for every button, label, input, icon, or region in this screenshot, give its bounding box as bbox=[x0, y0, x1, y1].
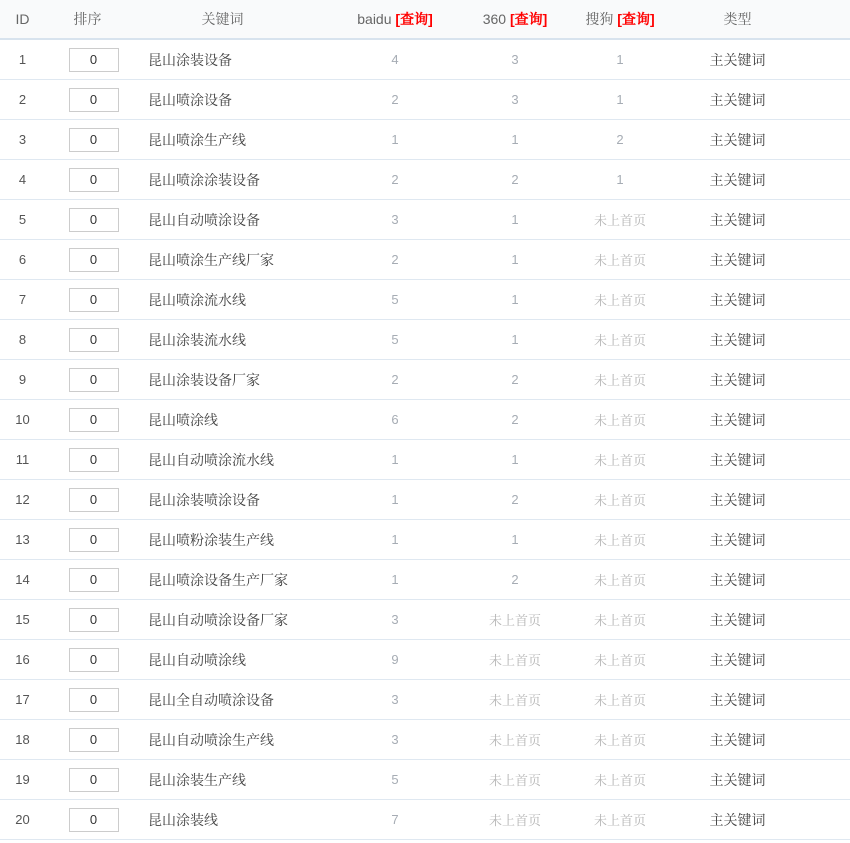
baidu-rank: 5 bbox=[391, 292, 399, 307]
sort-order-input[interactable] bbox=[69, 768, 119, 792]
sort-cell bbox=[45, 48, 130, 72]
col-header-sort: 排序 bbox=[73, 11, 102, 27]
table-row bbox=[0, 320, 850, 360]
row-id: 15 bbox=[15, 612, 30, 627]
type-cell: 主关键词 bbox=[709, 651, 766, 668]
keyword-cell: 昆山涂装设备 bbox=[148, 51, 232, 68]
table-row bbox=[0, 240, 850, 280]
table-row bbox=[0, 200, 850, 240]
rank-360: 未上首页 bbox=[488, 773, 541, 788]
sogou-rank: 未上首页 bbox=[593, 773, 646, 788]
table-row bbox=[0, 280, 850, 320]
table-row bbox=[0, 560, 850, 600]
keyword-cell: 昆山自动喷涂流水线 bbox=[148, 451, 274, 468]
baidu-rank: 2 bbox=[391, 92, 399, 107]
keyword-cell: 昆山涂装设备厂家 bbox=[148, 371, 260, 388]
row-id: 6 bbox=[18, 252, 27, 267]
table-header-row bbox=[0, 0, 850, 40]
sort-order-input[interactable] bbox=[69, 528, 119, 552]
table-row bbox=[0, 800, 850, 840]
baidu-query-link[interactable]: [查询] bbox=[395, 11, 433, 27]
table-body bbox=[0, 40, 850, 840]
baidu-rank: 5 bbox=[391, 332, 399, 347]
rank-360: 2 bbox=[511, 412, 519, 427]
sort-cell bbox=[45, 128, 130, 152]
baidu-rank: 5 bbox=[391, 772, 399, 787]
col-header-baidu bbox=[315, 9, 475, 29]
rank-360: 2 bbox=[511, 172, 519, 187]
sort-cell bbox=[45, 328, 130, 352]
type-cell: 主关键词 bbox=[709, 251, 766, 268]
keyword-cell: 昆山喷涂涂装设备 bbox=[148, 171, 260, 188]
rank-360: 2 bbox=[511, 572, 519, 587]
col-header-sogou bbox=[555, 9, 685, 29]
keyword-cell: 昆山自动喷涂线 bbox=[148, 651, 246, 668]
keyword-cell: 昆山涂装线 bbox=[148, 811, 218, 828]
sogou-rank: 未上首页 bbox=[593, 373, 646, 388]
table-row bbox=[0, 760, 850, 800]
col-header-360 bbox=[475, 9, 555, 29]
row-id: 20 bbox=[15, 812, 30, 827]
sort-order-input[interactable] bbox=[69, 808, 119, 832]
row-id: 17 bbox=[15, 692, 30, 707]
type-cell: 主关键词 bbox=[709, 611, 766, 628]
sort-cell bbox=[45, 168, 130, 192]
type-cell: 主关键词 bbox=[709, 691, 766, 708]
rank-360: 1 bbox=[511, 292, 519, 307]
360-query-link[interactable]: [查询] bbox=[509, 11, 548, 27]
baidu-rank: 1 bbox=[391, 132, 399, 147]
sort-order-input[interactable] bbox=[69, 408, 119, 432]
rank-360: 1 bbox=[511, 332, 519, 347]
sort-cell bbox=[45, 608, 130, 632]
sort-order-input[interactable] bbox=[69, 648, 119, 672]
baidu-rank: 1 bbox=[391, 452, 399, 467]
sort-cell bbox=[45, 288, 130, 312]
baidu-rank: 7 bbox=[391, 812, 399, 827]
rank-360: 1 bbox=[511, 532, 519, 547]
sort-cell bbox=[45, 368, 130, 392]
table-row bbox=[0, 120, 850, 160]
sort-cell bbox=[45, 808, 130, 832]
sogou-rank: 未上首页 bbox=[593, 493, 646, 508]
sogou-rank: 未上首页 bbox=[593, 213, 646, 228]
type-cell: 主关键词 bbox=[709, 811, 766, 828]
row-id: 7 bbox=[18, 292, 27, 307]
sort-cell bbox=[45, 568, 130, 592]
row-id: 9 bbox=[18, 372, 27, 387]
sort-order-input[interactable] bbox=[69, 48, 119, 72]
sogou-rank: 未上首页 bbox=[593, 573, 646, 588]
sogou-rank: 未上首页 bbox=[593, 653, 646, 668]
sogou-rank: 未上首页 bbox=[593, 253, 646, 268]
table-row bbox=[0, 440, 850, 480]
type-cell: 主关键词 bbox=[709, 291, 766, 308]
table-row bbox=[0, 360, 850, 400]
row-id: 18 bbox=[15, 732, 30, 747]
row-id: 14 bbox=[15, 572, 30, 587]
rank-360: 未上首页 bbox=[488, 613, 541, 628]
sogou-rank: 未上首页 bbox=[593, 813, 646, 828]
baidu-rank: 3 bbox=[391, 692, 399, 707]
keyword-cell: 昆山喷涂流水线 bbox=[148, 291, 246, 308]
sort-cell bbox=[45, 488, 130, 512]
rank-360: 未上首页 bbox=[488, 693, 541, 708]
baidu-label: baidu bbox=[357, 11, 392, 27]
table-row bbox=[0, 680, 850, 720]
row-id: 10 bbox=[15, 412, 30, 427]
type-cell: 主关键词 bbox=[709, 411, 766, 428]
rank-360: 1 bbox=[511, 132, 519, 147]
sort-order-input[interactable] bbox=[69, 208, 119, 232]
keyword-cell: 昆山自动喷涂设备厂家 bbox=[148, 611, 288, 628]
table-row bbox=[0, 480, 850, 520]
sort-order-input[interactable] bbox=[69, 88, 119, 112]
sort-cell bbox=[45, 88, 130, 112]
sort-order-input[interactable] bbox=[69, 488, 119, 512]
type-cell: 主关键词 bbox=[709, 491, 766, 508]
keyword-cell: 昆山涂装生产线 bbox=[148, 771, 246, 788]
sort-order-input[interactable] bbox=[69, 328, 119, 352]
row-id: 8 bbox=[18, 332, 27, 347]
keyword-cell: 昆山涂装流水线 bbox=[148, 331, 246, 348]
rank-360: 未上首页 bbox=[488, 653, 541, 668]
type-cell: 主关键词 bbox=[709, 51, 766, 68]
type-cell: 主关键词 bbox=[709, 171, 766, 188]
keyword-cell: 昆山全自动喷涂设备 bbox=[148, 691, 274, 708]
keyword-cell: 昆山自动喷涂生产线 bbox=[148, 731, 274, 748]
sogou-rank: 未上首页 bbox=[593, 613, 646, 628]
sogou-rank: 未上首页 bbox=[593, 293, 646, 308]
baidu-rank: 9 bbox=[391, 652, 399, 667]
baidu-rank: 2 bbox=[391, 372, 399, 387]
sogou-rank: 未上首页 bbox=[593, 413, 646, 428]
baidu-rank: 3 bbox=[391, 612, 399, 627]
baidu-rank: 3 bbox=[391, 212, 399, 227]
rank-360: 1 bbox=[511, 252, 519, 267]
sort-order-input[interactable] bbox=[69, 128, 119, 152]
baidu-rank: 1 bbox=[391, 532, 399, 547]
type-cell: 主关键词 bbox=[709, 331, 766, 348]
rank-360: 1 bbox=[511, 452, 519, 467]
type-cell: 主关键词 bbox=[709, 731, 766, 748]
keyword-cell: 昆山喷涂生产线厂家 bbox=[148, 251, 274, 268]
sort-cell bbox=[45, 728, 130, 752]
baidu-rank: 6 bbox=[391, 412, 399, 427]
sort-cell bbox=[45, 448, 130, 472]
sogou-rank: 2 bbox=[616, 132, 624, 147]
row-id: 16 bbox=[15, 652, 30, 667]
rank-360: 3 bbox=[511, 52, 519, 67]
sort-order-input[interactable] bbox=[69, 448, 119, 472]
type-cell: 主关键词 bbox=[709, 571, 766, 588]
col-header-id: ID bbox=[15, 11, 30, 27]
row-id: 13 bbox=[15, 532, 30, 547]
rank-360: 2 bbox=[511, 492, 519, 507]
sogou-rank: 1 bbox=[616, 172, 624, 187]
sort-cell bbox=[45, 208, 130, 232]
table-row bbox=[0, 80, 850, 120]
type-cell: 主关键词 bbox=[709, 451, 766, 468]
baidu-rank: 1 bbox=[391, 492, 399, 507]
baidu-rank: 4 bbox=[391, 52, 399, 67]
sort-cell bbox=[45, 688, 130, 712]
sort-cell bbox=[45, 768, 130, 792]
type-cell: 主关键词 bbox=[709, 531, 766, 548]
rank-360: 3 bbox=[511, 92, 519, 107]
rank-360: 1 bbox=[511, 212, 519, 227]
table-row bbox=[0, 400, 850, 440]
keyword-cell: 昆山自动喷涂设备 bbox=[148, 211, 260, 228]
row-id: 2 bbox=[18, 92, 27, 107]
rank-360: 2 bbox=[511, 372, 519, 387]
table-row bbox=[0, 40, 850, 80]
sogou-rank: 未上首页 bbox=[593, 333, 646, 348]
table-row bbox=[0, 600, 850, 640]
keyword-cell: 昆山喷粉涂装生产线 bbox=[148, 531, 274, 548]
sogou-rank: 未上首页 bbox=[593, 533, 646, 548]
row-id: 5 bbox=[18, 212, 27, 227]
type-cell: 主关键词 bbox=[709, 211, 766, 228]
keyword-cell: 昆山喷涂生产线 bbox=[148, 131, 246, 148]
sort-order-input[interactable] bbox=[69, 168, 119, 192]
keyword-cell: 昆山涂装喷涂设备 bbox=[148, 491, 260, 508]
keyword-cell: 昆山喷涂线 bbox=[148, 411, 218, 428]
table-row bbox=[0, 160, 850, 200]
sogou-query-link[interactable]: [查询] bbox=[617, 11, 655, 27]
sogou-label: 搜狗 bbox=[585, 11, 614, 27]
sort-order-input[interactable] bbox=[69, 368, 119, 392]
sogou-rank: 1 bbox=[616, 52, 624, 67]
table-row bbox=[0, 640, 850, 680]
col-header-keyword: 关键词 bbox=[201, 11, 244, 27]
table-row bbox=[0, 720, 850, 760]
col-header-type: 类型 bbox=[723, 11, 752, 27]
sogou-rank: 未上首页 bbox=[593, 693, 646, 708]
type-cell: 主关键词 bbox=[709, 371, 766, 388]
sort-cell bbox=[45, 648, 130, 672]
sort-order-input[interactable] bbox=[69, 728, 119, 752]
type-cell: 主关键词 bbox=[709, 131, 766, 148]
keyword-cell: 昆山喷涂设备生产厂家 bbox=[148, 571, 288, 588]
sogou-rank: 未上首页 bbox=[593, 453, 646, 468]
sort-order-input[interactable] bbox=[69, 248, 119, 272]
row-id: 19 bbox=[15, 772, 30, 787]
row-id: 3 bbox=[18, 132, 27, 147]
sogou-rank: 1 bbox=[616, 92, 624, 107]
type-cell: 主关键词 bbox=[709, 91, 766, 108]
baidu-rank: 1 bbox=[391, 572, 399, 587]
360-label: 360 bbox=[482, 11, 507, 27]
table-row bbox=[0, 520, 850, 560]
type-cell: 主关键词 bbox=[709, 771, 766, 788]
sogou-rank: 未上首页 bbox=[593, 733, 646, 748]
sort-order-input[interactable] bbox=[69, 288, 119, 312]
baidu-rank: 2 bbox=[391, 252, 399, 267]
sort-cell bbox=[45, 408, 130, 432]
row-id: 12 bbox=[15, 492, 30, 507]
sort-cell bbox=[45, 248, 130, 272]
sort-order-input[interactable] bbox=[69, 608, 119, 632]
sort-order-input[interactable] bbox=[69, 568, 119, 592]
row-id: 11 bbox=[15, 452, 30, 467]
row-id: 4 bbox=[18, 172, 27, 187]
baidu-rank: 2 bbox=[391, 172, 399, 187]
sort-cell bbox=[45, 528, 130, 552]
baidu-rank: 3 bbox=[391, 732, 399, 747]
rank-360: 未上首页 bbox=[488, 813, 541, 828]
keyword-cell: 昆山喷涂设备 bbox=[148, 91, 232, 108]
sort-order-input[interactable] bbox=[69, 688, 119, 712]
rank-360: 未上首页 bbox=[488, 733, 541, 748]
row-id: 1 bbox=[18, 52, 27, 67]
